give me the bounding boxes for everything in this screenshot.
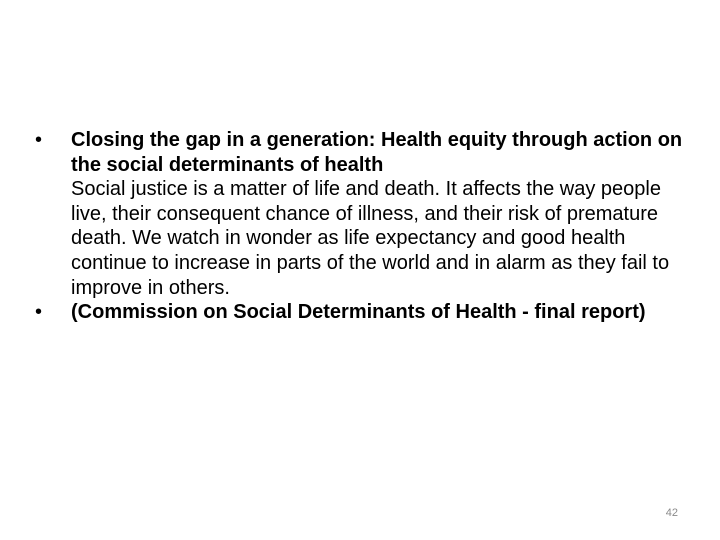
bullet-item-source — [30, 300, 690, 325]
source-citation: (Commission on Social Determinants of Health - final report) — [71, 301, 646, 324]
page-number: 42 — [665, 507, 678, 519]
report-title: Closing the gap in a generation: Health equity through action on the social determinants of health — [71, 129, 683, 176]
bullet-item-report-title — [30, 128, 690, 300]
bullet-marker: • — [35, 301, 43, 324]
quote-text: Social justice is a matter of life and death. It affects the way people live, their consequent chance of illness, and their risk of premature death. We watch in wonder as life expectancy and good health continue to increase in parts of the world and in alarm as they fail to improve in others. — [71, 178, 670, 299]
bullet-list — [30, 128, 690, 325]
bullet-marker: • — [35, 129, 43, 151]
